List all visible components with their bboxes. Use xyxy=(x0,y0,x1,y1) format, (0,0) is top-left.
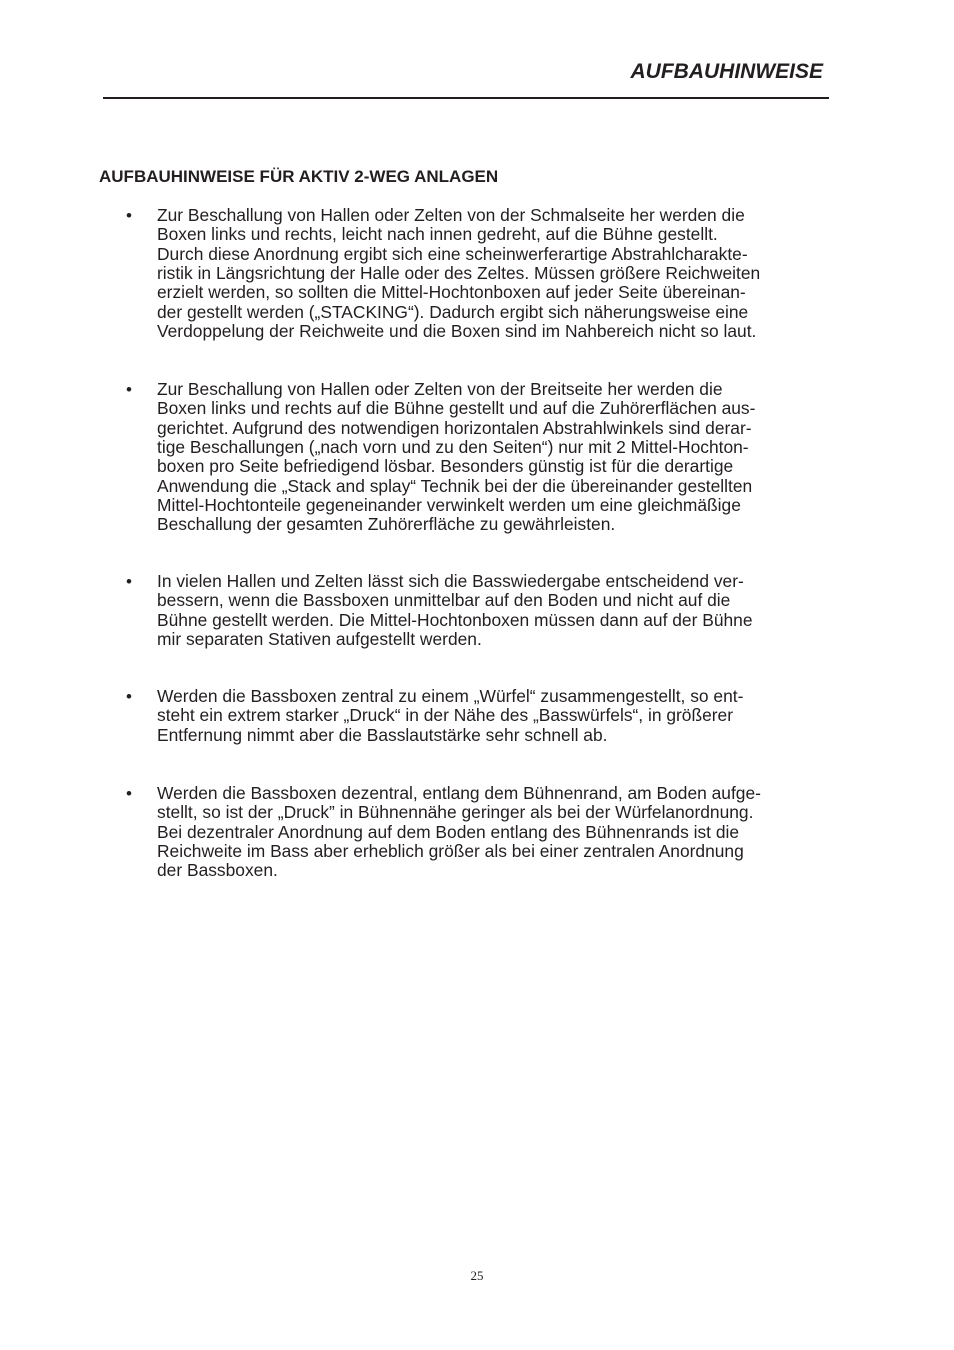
text-line: mir separaten Stativen aufgestellt werden. xyxy=(157,629,482,650)
text-line: gerichtet. Aufgrund des notwendigen horizontalen Abstrahlwinkels sind derar- xyxy=(157,417,752,438)
bullet-paragraph xyxy=(157,784,837,881)
text-line: Boxen links und rechts auf die Bühne gestellt und auf die Zuhörerflächen aus- xyxy=(157,398,756,419)
bullet-icon: • xyxy=(126,206,132,225)
bullet-icon: • xyxy=(126,784,132,803)
text-line: Bühne gestellt werden. Die Mittel-Hochtonboxen müssen dann auf der Bühne xyxy=(157,609,753,630)
text-line: Beschallung der gesamten Zuhörerfläche zu gewährleisten. xyxy=(157,514,616,535)
text-line: ristik in Längsrichtung der Halle oder des Zeltes. Müssen größere Reichweiten xyxy=(157,263,761,284)
text-line: In vielen Hallen und Zelten lässt sich die Basswiedergabe entscheidend ver- xyxy=(157,571,744,591)
bullet-paragraph xyxy=(157,206,837,341)
text-line: boxen pro Seite befriedigend lösbar. Besonders günstig ist für die derartige xyxy=(157,456,734,477)
text-line: der gestellt werden („STACKING“). Dadurch ergibt sich näherungsweise eine xyxy=(157,301,749,322)
text-line: Zur Beschallung von Hallen oder Zelten von der Breitseite her werden die xyxy=(157,379,723,399)
text-line: bessern, wenn die Bassboxen unmittelbar auf den Boden und nicht auf die xyxy=(157,590,731,611)
bullet-icon: • xyxy=(126,380,132,399)
text-line: tige Beschallungen („nach vorn und zu den Seiten“) nur mit 2 Mittel-Hochton- xyxy=(157,437,749,458)
text-line: der Bassboxen. xyxy=(157,860,278,881)
text-line: Werden die Bassboxen zentral zu einem „Würfel“ zusammengestellt, so ent- xyxy=(157,686,744,706)
text-line: Zur Beschallung von Hallen oder Zelten von der Schmalseite her werden die xyxy=(157,205,745,225)
bullet-icon: • xyxy=(126,687,132,706)
bullet-icon: • xyxy=(126,572,132,591)
text-line: Mittel-Hochtonteile gegeneinander verwinkelt werden um eine gleichmäßige xyxy=(157,495,741,516)
text-line: Durch diese Anordnung ergibt sich eine scheinwerferartige Abstrahlcharakte- xyxy=(157,243,748,264)
text-line: Reichweite im Bass aber erheblich größer als bei einer zentralen Anordnung xyxy=(157,841,744,862)
text-line: Werden die Bassboxen dezentral, entlang dem Bühnenrand, am Boden aufge- xyxy=(157,783,761,803)
bullet-paragraph xyxy=(157,572,837,649)
text-line: Anwendung die „Stack and splay“ Technik bei der die übereinander gestellten xyxy=(157,475,753,496)
text-line: steht ein extrem starker „Druck“ in der Nähe des „Basswürfels“, in größerer xyxy=(157,705,734,726)
text-line: stellt, so ist der „Druck” in Bühnennähe geringer als bei der Würfelanordnung. xyxy=(157,802,754,823)
text-line: Entfernung nimmt aber die Basslautstärke sehr schnell ab. xyxy=(157,724,608,745)
text-line: erzielt werden, so sollten die Mittel-Hochtonboxen auf jeder Seite übereinan- xyxy=(157,282,746,303)
page-number: 25 xyxy=(470,1268,484,1283)
section-heading: AUFBAUHINWEISE FÜR AKTIV 2-WEG ANLAGEN xyxy=(99,167,499,186)
page-header-title: AUFBAUHINWEISE xyxy=(630,60,823,83)
bullet-paragraph xyxy=(157,380,837,535)
text-line: Bei dezentraler Anordnung auf dem Boden entlang des Bühnenrands ist die xyxy=(157,821,740,842)
header-divider xyxy=(103,97,829,99)
text-line: Verdoppelung der Reichweite und die Boxen sind im Nahbereich nicht so laut. xyxy=(157,321,757,342)
text-line: Boxen links und rechts, leicht nach innen gedreht, auf die Bühne gestellt. xyxy=(157,224,718,245)
bullet-paragraph xyxy=(157,687,837,745)
